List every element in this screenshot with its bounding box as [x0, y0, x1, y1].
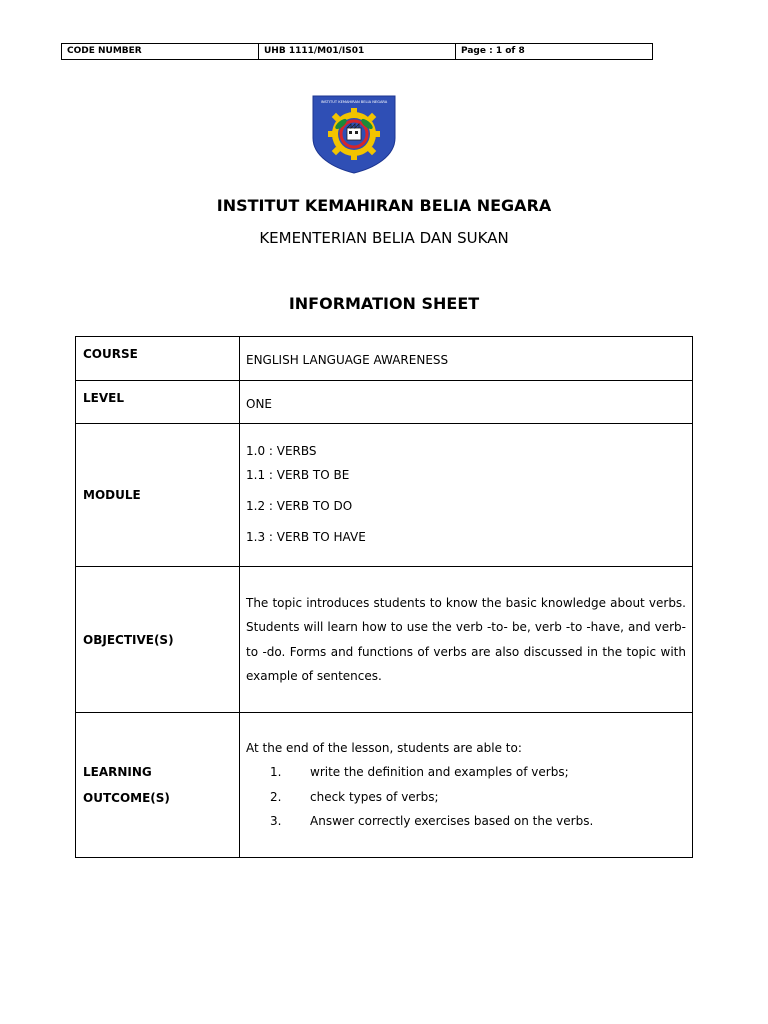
list-item-text: check types of verbs;: [310, 789, 439, 804]
ministry-title: KEMENTERIAN BELIA DAN SUKAN: [259, 229, 509, 247]
module-list: [240, 424, 693, 567]
crest-text: INSTITUT KEMAHIRAN BELIA NEGARA: [320, 100, 388, 104]
institute-crest-logo: [311, 94, 397, 174]
level-value: ONE: [240, 381, 693, 424]
learning-outcome-cell: [240, 713, 693, 858]
module-item: 1.0 : VERBS: [246, 444, 317, 458]
course-row: [76, 337, 693, 381]
objective-text: The topic introduces students to know the basic knowledge about verbs. Students will learn how to use the verb -to- be, verb -to -have, and verb- to -do. Forms and functions of verbs are also discussed in the topic with example of sentences.: [246, 595, 686, 683]
list-item-text: write the definition and examples of verbs;: [310, 765, 569, 780]
list-item-number: 3.: [270, 814, 282, 829]
objective-row: [76, 567, 693, 713]
objective-cell: [240, 567, 693, 713]
course-label: COURSE: [76, 337, 240, 381]
module-row: [76, 424, 693, 567]
list-item: [246, 785, 686, 810]
learning-outcome-intro: At the end of the lesson, students are able to:: [246, 741, 522, 756]
level-row: [76, 381, 693, 424]
document-header: [61, 43, 653, 60]
learning-outcome-label-line1: LEARNING: [83, 765, 152, 779]
module-item: 1.1 : VERB TO BE: [246, 468, 350, 482]
list-item-number: 1.: [270, 765, 282, 780]
list-item-text: Answer correctly exercises based on the verbs.: [310, 814, 594, 829]
information-table: [75, 336, 693, 858]
list-item: [246, 809, 686, 834]
list-item-number: 2.: [270, 789, 282, 804]
sheet-title: INFORMATION SHEET: [288, 294, 480, 313]
page-indicator: Page : 1 of 8: [461, 46, 525, 56]
level-label: LEVEL: [76, 381, 240, 424]
objective-label: OBJECTIVE(S): [76, 567, 240, 713]
learning-outcome-label: [76, 713, 240, 858]
code-number-label: CODE NUMBER: [62, 44, 259, 59]
course-value: ENGLISH LANGUAGE AWARENESS: [240, 337, 693, 381]
module-item: 1.2 : VERB TO DO: [246, 499, 353, 513]
code-number-value: UHB 1111/M01/IS01: [259, 44, 456, 59]
institute-title: INSTITUT KEMAHIRAN BELIA NEGARA: [216, 196, 552, 215]
module-item: 1.3 : VERB TO HAVE: [246, 530, 366, 544]
list-item: [246, 760, 686, 785]
learning-outcome-label-line2: OUTCOME(S): [83, 791, 170, 805]
learning-outcome-row: [76, 713, 693, 858]
module-label: MODULE: [76, 424, 240, 567]
